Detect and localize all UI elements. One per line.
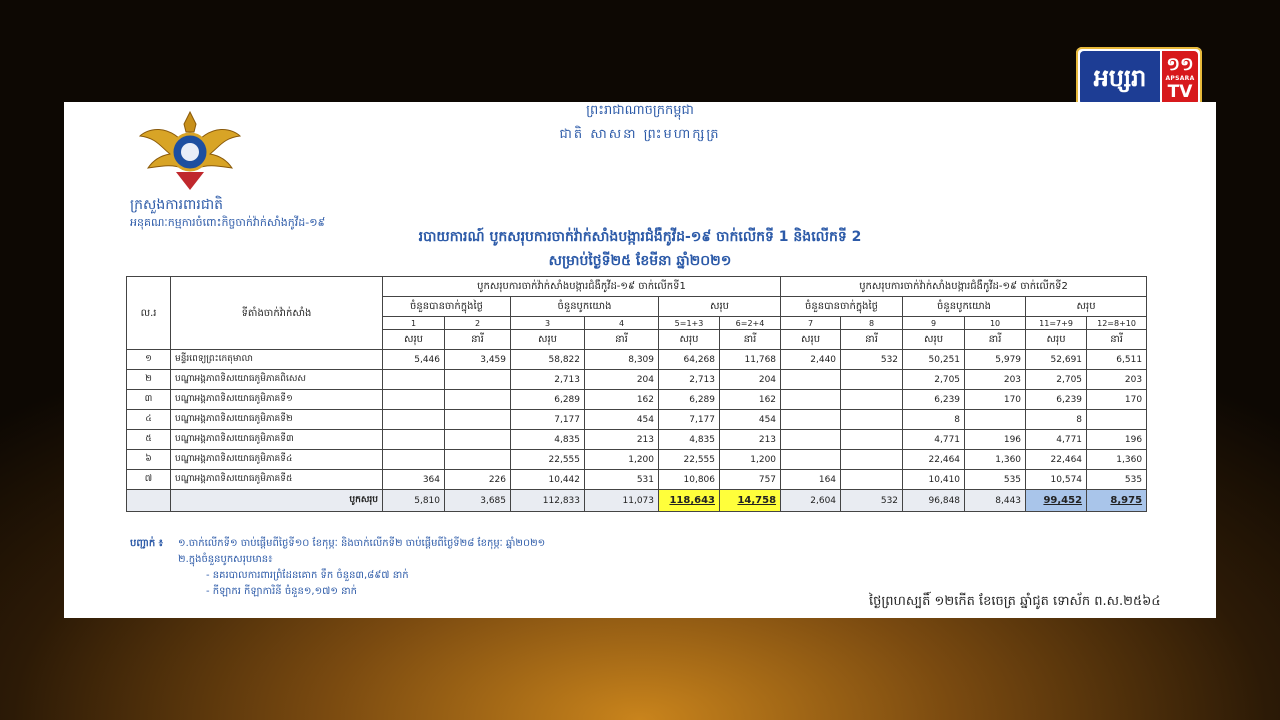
table-cell: 22,555 — [659, 450, 720, 470]
table-body — [127, 350, 1147, 512]
column-kind: សរុប — [383, 330, 445, 350]
column-kind: នារី — [1087, 330, 1147, 350]
table-row — [127, 370, 1147, 390]
column-number: 6=2+4 — [720, 317, 781, 330]
total-row-index — [127, 490, 171, 512]
column-kind: សរុប — [1026, 330, 1087, 350]
column-kind: សរុប — [781, 330, 841, 350]
header-dose2-group: បូកសរុបការចាក់វ៉ាក់សាំងបង្ការជំងឺកូវីដ-១៩ ចាក់លើកទី2 — [781, 277, 1147, 297]
total-cell: 118,643 — [659, 490, 720, 512]
total-cell: 8,975 — [1087, 490, 1147, 512]
table-cell — [841, 370, 903, 390]
column-kind: នារី — [720, 330, 781, 350]
table-cell: 5,446 — [383, 350, 445, 370]
table-cell: 2,713 — [659, 370, 720, 390]
notes-line: - កីឡាករ កីឡាការិនី ចំនួន១,១៧១ នាក់ — [206, 586, 357, 597]
logo-tv-text: TV — [1167, 82, 1193, 102]
table-cell — [445, 390, 511, 410]
column-number: 11=7+9 — [1026, 317, 1087, 330]
table-cell: 4,835 — [511, 430, 585, 450]
report-document — [64, 102, 1216, 618]
total-cell: 5,810 — [383, 490, 445, 512]
table-cell: 226 — [445, 470, 511, 490]
row-number: ៧ — [127, 470, 171, 490]
total-row — [127, 490, 1147, 512]
notes-line: - នគរបាលការពារព្រំដែនគោក ទឹក ចំនួន៣,៨៩៧ នាក់ — [206, 570, 409, 581]
table-row — [127, 470, 1147, 490]
table-cell: 454 — [720, 410, 781, 430]
header-dose1-cumulative: ចំនួនបូកយោង — [511, 297, 659, 317]
notes-label: បញ្ជាក់ ៖ — [130, 538, 164, 549]
table-cell: 203 — [1087, 370, 1147, 390]
table-cell: 1,360 — [965, 450, 1026, 470]
column-number: 10 — [965, 317, 1026, 330]
table-cell — [841, 470, 903, 490]
total-label: បូកសរុប — [171, 490, 383, 512]
table-cell: 6,511 — [1087, 350, 1147, 370]
table-cell — [383, 370, 445, 390]
table-cell: 10,806 — [659, 470, 720, 490]
total-cell: 14,758 — [720, 490, 781, 512]
table-cell: 454 — [585, 410, 659, 430]
column-kind: នារី — [965, 330, 1026, 350]
vaccination-table — [126, 276, 1147, 512]
table-cell: 535 — [965, 470, 1026, 490]
header-dose2-today: ចំនួនបានចាក់ក្នុងថ្ងៃ — [781, 297, 903, 317]
table-cell: 7,177 — [659, 410, 720, 430]
table-cell: 757 — [720, 470, 781, 490]
table-cell — [781, 430, 841, 450]
header-dose1-total: សរុប — [659, 297, 781, 317]
total-cell: 96,848 — [903, 490, 965, 512]
table-cell: 196 — [1087, 430, 1147, 450]
table-cell: 8 — [1026, 410, 1087, 430]
table-cell: 8,309 — [585, 350, 659, 370]
row-location: មន្ទីរពេទ្យព្រះកេតុមាលា — [171, 350, 383, 370]
table-cell: 2,705 — [1026, 370, 1087, 390]
table-cell: 11,768 — [720, 350, 781, 370]
column-number: 12=8+10 — [1087, 317, 1147, 330]
table-cell: 10,410 — [903, 470, 965, 490]
column-kind: នារី — [445, 330, 511, 350]
table-cell — [383, 430, 445, 450]
row-location: បណ្ឌាអង្គភាពទិសយោធភូមិភាគទី៤ — [171, 450, 383, 470]
table-row — [127, 430, 1147, 450]
table-cell: 164 — [781, 470, 841, 490]
logo-apsara-text: APSARA — [1165, 75, 1195, 82]
table-cell: 531 — [585, 470, 659, 490]
table-cell — [781, 390, 841, 410]
table-cell — [445, 410, 511, 430]
report-title: របាយការណ៍ បូកសរុបការចាក់វ៉ាក់សាំងបង្ការជំងឺកូវីដ-១៩ ចាក់លើកទី 1 និងលើកទី 2 — [418, 229, 862, 245]
row-location: បណ្ឌាអង្គភាពទិសយោធភូមិភាគពិសេស — [171, 370, 383, 390]
column-number: 1 — [383, 317, 445, 330]
table-cell: 4,835 — [659, 430, 720, 450]
table-cell: 10,574 — [1026, 470, 1087, 490]
table-cell — [781, 410, 841, 430]
table-cell — [1087, 410, 1147, 430]
column-kind: សរុប — [659, 330, 720, 350]
table-cell — [841, 430, 903, 450]
apsara-tv-logo — [1076, 47, 1202, 109]
ministry-emblem-icon — [138, 110, 242, 192]
table-cell: 1,200 — [720, 450, 781, 470]
row-number: ៦ — [127, 450, 171, 470]
total-cell: 532 — [841, 490, 903, 512]
row-location: បណ្ឌាអង្គភាពទិសយោធភូមិភាគទី២ — [171, 410, 383, 430]
table-cell: 5,979 — [965, 350, 1026, 370]
table-cell — [383, 410, 445, 430]
table-cell: 213 — [585, 430, 659, 450]
report-date-subtitle: សម្រាប់ថ្ងៃទី២៥ ខែមីនា ឆ្នាំ២០២១ — [548, 253, 732, 269]
header-dose2-total: សរុប — [1026, 297, 1147, 317]
header-dose2-cumulative: ចំនួនបូកយោង — [903, 297, 1026, 317]
row-location: បណ្ឌាអង្គភាពទិសយោធភូមិភាគទី៥ — [171, 470, 383, 490]
table-cell: 204 — [585, 370, 659, 390]
table-cell: 6,289 — [659, 390, 720, 410]
column-kind: សរុប — [903, 330, 965, 350]
header-dose1-today: ចំនួនបានចាក់ក្នុងថ្ងៃ — [383, 297, 511, 317]
table-row — [127, 450, 1147, 470]
table-cell: 52,691 — [1026, 350, 1087, 370]
column-kind: សរុប — [511, 330, 585, 350]
row-number: ២ — [127, 370, 171, 390]
row-number: ៣ — [127, 390, 171, 410]
table-cell: 8 — [903, 410, 965, 430]
table-cell: 170 — [1087, 390, 1147, 410]
table-cell — [445, 370, 511, 390]
table-cell: 3,459 — [445, 350, 511, 370]
row-number: ១ — [127, 350, 171, 370]
notes-line: ១.ចាក់លើកទី១ ចាប់ផ្តើមពីថ្ងៃទី១០ ខែកុម្ភៈ និងចាក់លើកទី២ ចាប់ផ្តើមពីថ្ងៃទី២៨ ខែកុម្ភៈ ឆ្នាំ២០២១ — [178, 538, 546, 549]
table-cell: 50,251 — [903, 350, 965, 370]
total-cell: 2,604 — [781, 490, 841, 512]
column-number: 8 — [841, 317, 903, 330]
kingdom-heading: ព្រះរាជាណាចក្រកម្ពុជា — [586, 103, 694, 118]
table-cell — [841, 390, 903, 410]
total-cell: 11,073 — [585, 490, 659, 512]
table-cell: 4,771 — [903, 430, 965, 450]
table-cell: 2,440 — [781, 350, 841, 370]
row-number: ៤ — [127, 410, 171, 430]
table-cell — [781, 450, 841, 470]
table-cell: 64,268 — [659, 350, 720, 370]
table-cell: 364 — [383, 470, 445, 490]
table-cell: 58,822 — [511, 350, 585, 370]
signature-date: ថ្ងៃព្រហស្បតិ៍ ១២កើត ខែចេត្រ ឆ្នាំជូត ទោស័ក ព.ស.២៥៦៤ — [869, 594, 1161, 609]
column-kind: នារី — [585, 330, 659, 350]
table-cell: 203 — [965, 370, 1026, 390]
table-cell: 170 — [965, 390, 1026, 410]
table-cell: 196 — [965, 430, 1026, 450]
table-cell: 7,177 — [511, 410, 585, 430]
table-cell: 6,289 — [511, 390, 585, 410]
national-motto: ជាតិ សាសនា ព្រះមហាក្សត្រ — [559, 127, 721, 142]
ministry-name: ក្រសួងការពារជាតិ — [130, 197, 224, 213]
column-number: 9 — [903, 317, 965, 330]
header-dose1-group: បូកសរុបការចាក់វ៉ាក់សាំងបង្ការជំងឺកូវីដ-១៩ ចាក់លើកទី1 — [383, 277, 781, 297]
table-cell — [445, 430, 511, 450]
table-cell — [965, 410, 1026, 430]
table-cell: 162 — [720, 390, 781, 410]
total-cell: 3,685 — [445, 490, 511, 512]
table-cell — [383, 450, 445, 470]
table-cell: 6,239 — [1026, 390, 1087, 410]
table-cell: 10,442 — [511, 470, 585, 490]
header-location: ទីតាំងចាក់វ៉ាក់សាំង — [171, 277, 383, 350]
row-location: បណ្ឌាអង្គភាពទិសយោធភូមិភាគទី១ — [171, 390, 383, 410]
table-cell: 22,555 — [511, 450, 585, 470]
table-cell — [841, 410, 903, 430]
logo-channel-badge — [1162, 51, 1198, 105]
column-number: 5=1+3 — [659, 317, 720, 330]
table-cell: 213 — [720, 430, 781, 450]
total-cell: 112,833 — [511, 490, 585, 512]
table-row — [127, 390, 1147, 410]
table-cell: 535 — [1087, 470, 1147, 490]
table-cell — [383, 390, 445, 410]
table-cell: 1,200 — [585, 450, 659, 470]
column-number: 7 — [781, 317, 841, 330]
table-cell: 204 — [720, 370, 781, 390]
row-number: ៥ — [127, 430, 171, 450]
row-location: បណ្ឌាអង្គភាពទិសយោធភូមិភាគទី៣ — [171, 430, 383, 450]
committee-name: អនុគណៈកម្មការចំពោះកិច្ចចាក់វ៉ាក់សាំងកូវីដ-១៩ — [130, 216, 326, 229]
table-row — [127, 410, 1147, 430]
table-cell — [781, 370, 841, 390]
table-cell: 22,464 — [903, 450, 965, 470]
table-cell: 2,713 — [511, 370, 585, 390]
logo-main-text: អប្សរា — [1080, 51, 1160, 105]
total-cell: 8,443 — [965, 490, 1026, 512]
column-number: 2 — [445, 317, 511, 330]
table-row — [127, 350, 1147, 370]
table-cell: 4,771 — [1026, 430, 1087, 450]
column-kind: នារី — [841, 330, 903, 350]
notes-line: ២.ក្នុងចំនួនបូកសរុបមាន៖ — [178, 554, 273, 565]
table-cell: 6,239 — [903, 390, 965, 410]
table-cell — [841, 450, 903, 470]
table-cell: 2,705 — [903, 370, 965, 390]
table-cell — [445, 450, 511, 470]
table-cell: 22,464 — [1026, 450, 1087, 470]
table-cell: 1,360 — [1087, 450, 1147, 470]
column-number: 3 — [511, 317, 585, 330]
header-no: ល.រ — [127, 277, 171, 350]
table-cell: 532 — [841, 350, 903, 370]
logo-channel-number: ១១ — [1166, 54, 1194, 75]
table-cell: 162 — [585, 390, 659, 410]
total-cell: 99,452 — [1026, 490, 1087, 512]
column-number: 4 — [585, 317, 659, 330]
